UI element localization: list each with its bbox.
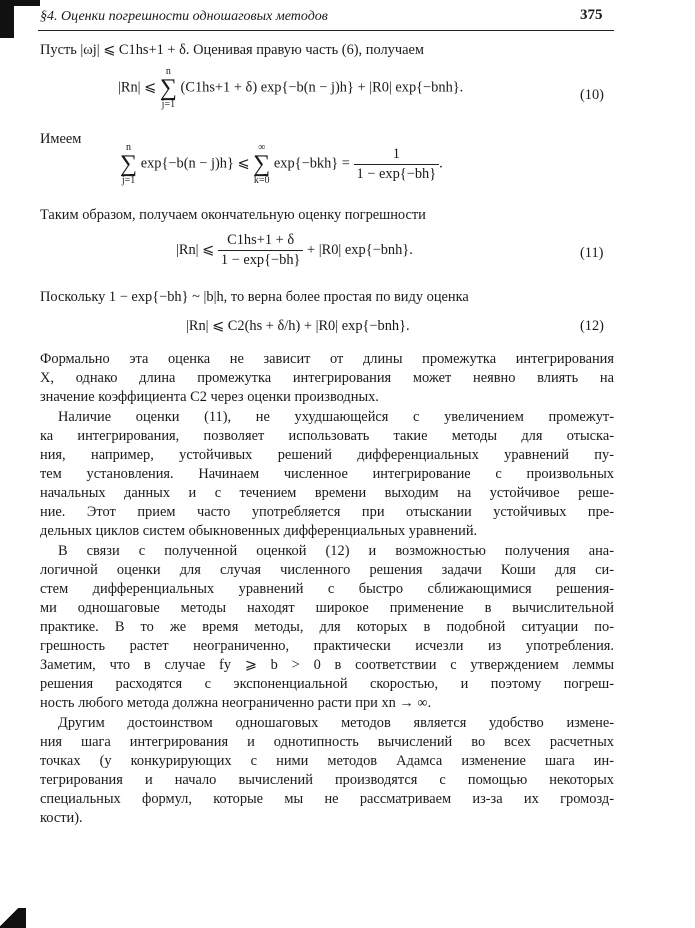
paragraph-2-line: ка интегрирования, позволяет использовать такие методы для отыска- bbox=[40, 428, 614, 444]
geom-sum2-sign: ∞ ∑ k=0 bbox=[253, 142, 271, 186]
paragraph-3-line: стем дифференциальных уравнений с быстро сближающимися решения- bbox=[40, 581, 614, 597]
paragraph-3-line: ми одношаговые методы находят широкое применение в вычислительной bbox=[40, 600, 614, 616]
paragraph-4-line: ния шага интегрирования и однотипность вычислений во всех расчетных bbox=[40, 734, 614, 750]
equation-11 bbox=[176, 232, 413, 269]
scan-edge-shadow-bottom bbox=[0, 908, 26, 928]
paragraph-3-line: В связи с полученной оценкой (12) и возможностью получения ана- bbox=[58, 543, 614, 559]
equation-number-10: (10) bbox=[580, 87, 604, 103]
paragraph-3-line: решения расходятся с экспоненциальной скоростью, и поэтому погреш- bbox=[40, 676, 614, 692]
paragraph-3-line: ность любого метода должна неограниченно расти при xn → ∞. bbox=[40, 695, 432, 711]
text-line-intro: Пусть |ωj| ⩽ C1hs+1 + δ. Оценивая правую часть (6), получаем bbox=[40, 42, 424, 58]
paragraph-3-line: Заметим, что в случае fy ⩾ b > 0 в соответствии с утверждением леммы bbox=[40, 657, 614, 673]
eq10-lhs: |Rn| ⩽ bbox=[118, 79, 157, 96]
paragraph-3-line: грешность растет неограниченно, практически исчезли из употребления. bbox=[40, 638, 614, 654]
paragraph-4-line: тегрирования и начало вычислений производятся с помощью некоторых bbox=[40, 772, 614, 788]
eq11-fraction: $\frac{C1hs+1 + \delta}{1 - \exp\{-bh\}}$ bbox=[218, 232, 304, 269]
paragraph-1-line: Формально эта оценка не зависит от длины промежутка интегрирования bbox=[40, 351, 614, 367]
paragraph-2-line: ние. Этот прием часто употребляется при отыскании устойчивых пре- bbox=[40, 504, 614, 520]
paragraph-2-line: Наличие оценки (11), не ухудшающейся с увеличением промежут- bbox=[58, 409, 614, 425]
eq11-lhs: |Rn| ⩽ bbox=[176, 241, 215, 258]
text-line-since: Поскольку 1 − exp{−bh} ~ |b|h, то верна более простая по виду оценка bbox=[40, 289, 469, 305]
page-number: 375 bbox=[580, 7, 603, 23]
paragraph-2-line: дельных циклов систем обыкновенных дифференциальных уравнений. bbox=[40, 523, 478, 539]
paragraph-4-line: точках (у конкурирующих с ними методов Адамса изменение шага ин- bbox=[40, 753, 614, 769]
geom-term1: exp{−b(n − j)h} ⩽ bbox=[140, 155, 250, 172]
paragraph-4-line: специальных формул, которые мы не рассматриваем из-за их громозд- bbox=[40, 791, 614, 807]
paragraph-2-line: тем установления. Начинаем численное интегрирование с произвольных bbox=[40, 466, 614, 482]
paragraph-3-line: логичной оценки для случая численного решения задачи Коши для си- bbox=[40, 562, 614, 578]
equation-10 bbox=[118, 66, 463, 110]
paragraph-4-line: Другим достоинством одношаговых методов является удобство измене- bbox=[58, 715, 614, 731]
equation-geometric-bound: n ∑ j=1 exp{−b(n − j)h} ⩽ ∞ ∑ k=0 exp{−bkh} = $\frac{1}{1 - \exp\{-bh\}}$ . bbox=[120, 142, 443, 186]
eq10-sum-sign: n ∑ j=1 bbox=[159, 66, 177, 110]
geom-sum1-sign: n ∑ j=1 bbox=[120, 142, 138, 186]
paragraph-4-line: кости). bbox=[40, 810, 83, 826]
eq10-body: (C1hs+1 + δ) exp{−b(n − j)h} + |R0| exp{−bnh}. bbox=[180, 79, 464, 96]
paragraph-1-line: значение коэффициента C2 через оценки производных. bbox=[40, 389, 379, 405]
paragraph-3-line: практике. В то же время методы, для которых в подобной ситуации по- bbox=[40, 619, 614, 635]
text-line-imeem: Имеем bbox=[40, 131, 82, 147]
running-header-title: §4. Оценки погрешности одношаговых методов bbox=[40, 9, 328, 24]
header-rule bbox=[38, 30, 614, 31]
geom-fraction: $\frac{1}{1 - \exp\{-bh\}}$ bbox=[354, 146, 440, 183]
paragraph-1-line: X, однако длина промежутка интегрирования может неявно влиять на bbox=[40, 370, 614, 386]
equation-number-11: (11) bbox=[580, 245, 604, 261]
text-line-thus: Таким образом, получаем окончательную оценку погрешности bbox=[40, 207, 426, 223]
scan-edge-shadow-top bbox=[0, 0, 40, 6]
equation-number-12: (12) bbox=[580, 318, 604, 334]
paragraph-2-line: начальных данных и с течением времени выходим на устойчивое реше- bbox=[40, 485, 614, 501]
eq11-rest: + |R0| exp{−bnh}. bbox=[307, 241, 413, 258]
geom-term2: exp{−bkh} = bbox=[273, 155, 350, 172]
equation-12: |Rn| ⩽ C2(hs + δ/h) + |R0| exp{−bnh}. bbox=[186, 318, 410, 334]
paragraph-2-line: ния, например, устойчивых решений дифференциальных уравнений пу- bbox=[40, 447, 614, 463]
